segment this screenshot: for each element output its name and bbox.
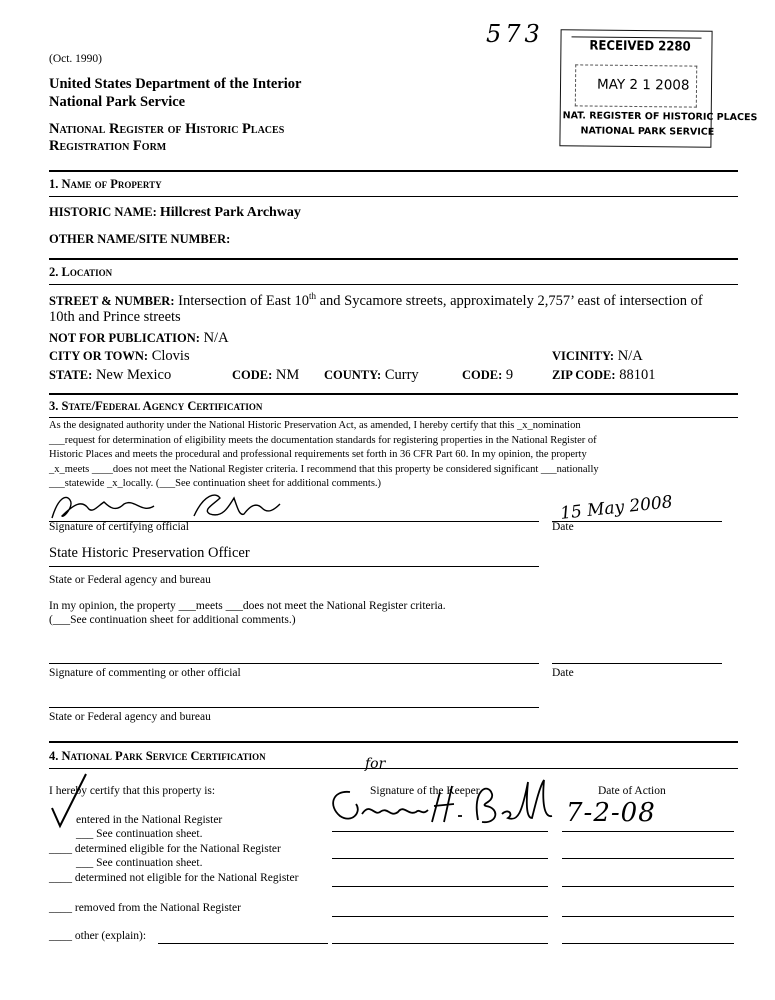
cert-para-line1: As the designated authority under the National Historic Preservation Act, as amended, I hereby certify that this _x_nomination [49,420,581,431]
other-name-label: OTHER NAME/SITE NUMBER: [49,232,231,246]
commenting-label: Signature of commenting or other official [49,667,241,679]
nfp-label: NOT FOR PUBLICATION: [49,331,200,345]
vicinity-value: N/A [617,348,643,364]
form-date: (Oct. 1990) [49,53,103,65]
handwritten-date-1: 15 May 2008 [559,492,674,524]
code-label: CODE: [232,368,273,382]
section1-heading: 1. Name of Property [49,177,162,191]
street-value-a: Intersection of East 10 [178,292,309,309]
nfp-row [49,330,229,347]
historic-name-label: HISTORIC NAME: [49,205,157,219]
sig-certifying-label: Signature of certifying official [49,521,189,533]
vicinity-label: VICINITY: [552,349,615,363]
handwritten-number: 573 [486,20,544,48]
section3-heading: 3. State/Federal Agency Certification [49,399,263,413]
bureau-label-1: State or Federal agency and bureau [49,574,211,586]
historic-name-row [49,205,301,221]
street-value-b: and Sycamore streets, approximately 2,757’ east of intersection of [316,292,703,309]
keeper-label: Signature of the Keeper [370,785,480,797]
cert-para-line4: _x_meets ____does not meet the National Register criteria. I recommend that this property be considered significant ___nationally [49,464,599,475]
handwritten-for: for [365,756,386,772]
nfp-value: N/A [203,330,229,346]
cert-para-line5: ___statewide _x_locally. (___See continuation sheet for additional comments.) [49,478,382,489]
option-continuation-1: ___ See continuation sheet. [76,828,203,840]
historic-name-value: Hillcrest Park Archway [159,205,301,220]
section4-heading: 4. National Park Service Certification [49,749,266,763]
dept-line2: National Park Service [49,94,186,110]
dept-line1: United States Department of the Interior [49,76,302,92]
form-title1: National Register of Historic Places [49,121,285,137]
option-determined-eligible: ____ determined eligible for the National Register [49,843,281,855]
opinion-line2: (___See continuation sheet for additional comments.) [49,614,296,626]
cert-para-line3: Historic Places and meets the procedural and professional requirements set forth in 36 CFR Part 60. In my opinion, the property [49,449,587,460]
street-label: STREET & NUMBER: [49,293,175,308]
certify-text: I hereby certify that this property is: [49,785,216,797]
zip-value: 88101 [619,367,656,383]
code2-row [462,367,513,384]
stamp-received: RECEIVED 2280 [589,38,691,55]
keeper-signature [322,772,557,834]
bureau-label-2: State or Federal agency and bureau [49,711,211,723]
city-value: Clovis [151,348,190,364]
vicinity-row [552,348,643,365]
date-of-action-label: Date of Action [598,785,666,797]
cert-para-line2: ___request for determination of eligibility meets the documentation standards for registering properties in the National Register of [49,435,597,446]
code-row [232,367,299,384]
state-value: New Mexico [95,367,172,383]
street-sup: th [308,291,316,301]
code-value: NM [275,367,300,383]
handwritten-date-2: 7-2-08 [566,798,656,828]
code2-label: CODE: [462,368,503,382]
state-label: STATE: [49,368,93,382]
option-other: ____ other (explain): [49,930,147,942]
form-title2: Registration Form [49,138,167,154]
city-label: CITY OR TOWN: [49,349,149,363]
date-label-2: Date [552,667,574,679]
city-row [49,348,190,365]
county-label: COUNTY: [324,368,382,382]
title-value: State Historic Preservation Officer [49,545,250,561]
option-removed: ____ removed from the National Register [49,902,241,914]
street-value-line2: 10th and Prince streets [49,309,181,325]
code2-value: 9 [505,367,514,383]
stamp-line1: NAT. REGISTER OF HISTORIC PLACES [562,110,758,124]
state-row [49,367,171,384]
stamp-line2: NATIONAL PARK SERVICE [580,125,715,138]
county-value: Curry [384,367,419,383]
county-row [324,367,419,384]
opinion-line1: In my opinion, the property ___meets ___does not meet the National Register criteria. [49,600,446,612]
received-stamp [559,29,758,148]
option-not-eligible: ____ determined not eligible for the National Register [49,872,299,884]
stamp-date: MAY 2 1 2008 [596,76,690,94]
option-continuation-2: ___ See continuation sheet. [76,857,203,869]
street-row [49,291,703,310]
date-label-1: Date [552,521,574,533]
section2-heading: 2. Location [49,265,113,279]
zip-row [552,367,655,384]
zip-label: ZIP CODE: [552,368,616,382]
option-entered: entered in the National Register [76,814,223,826]
